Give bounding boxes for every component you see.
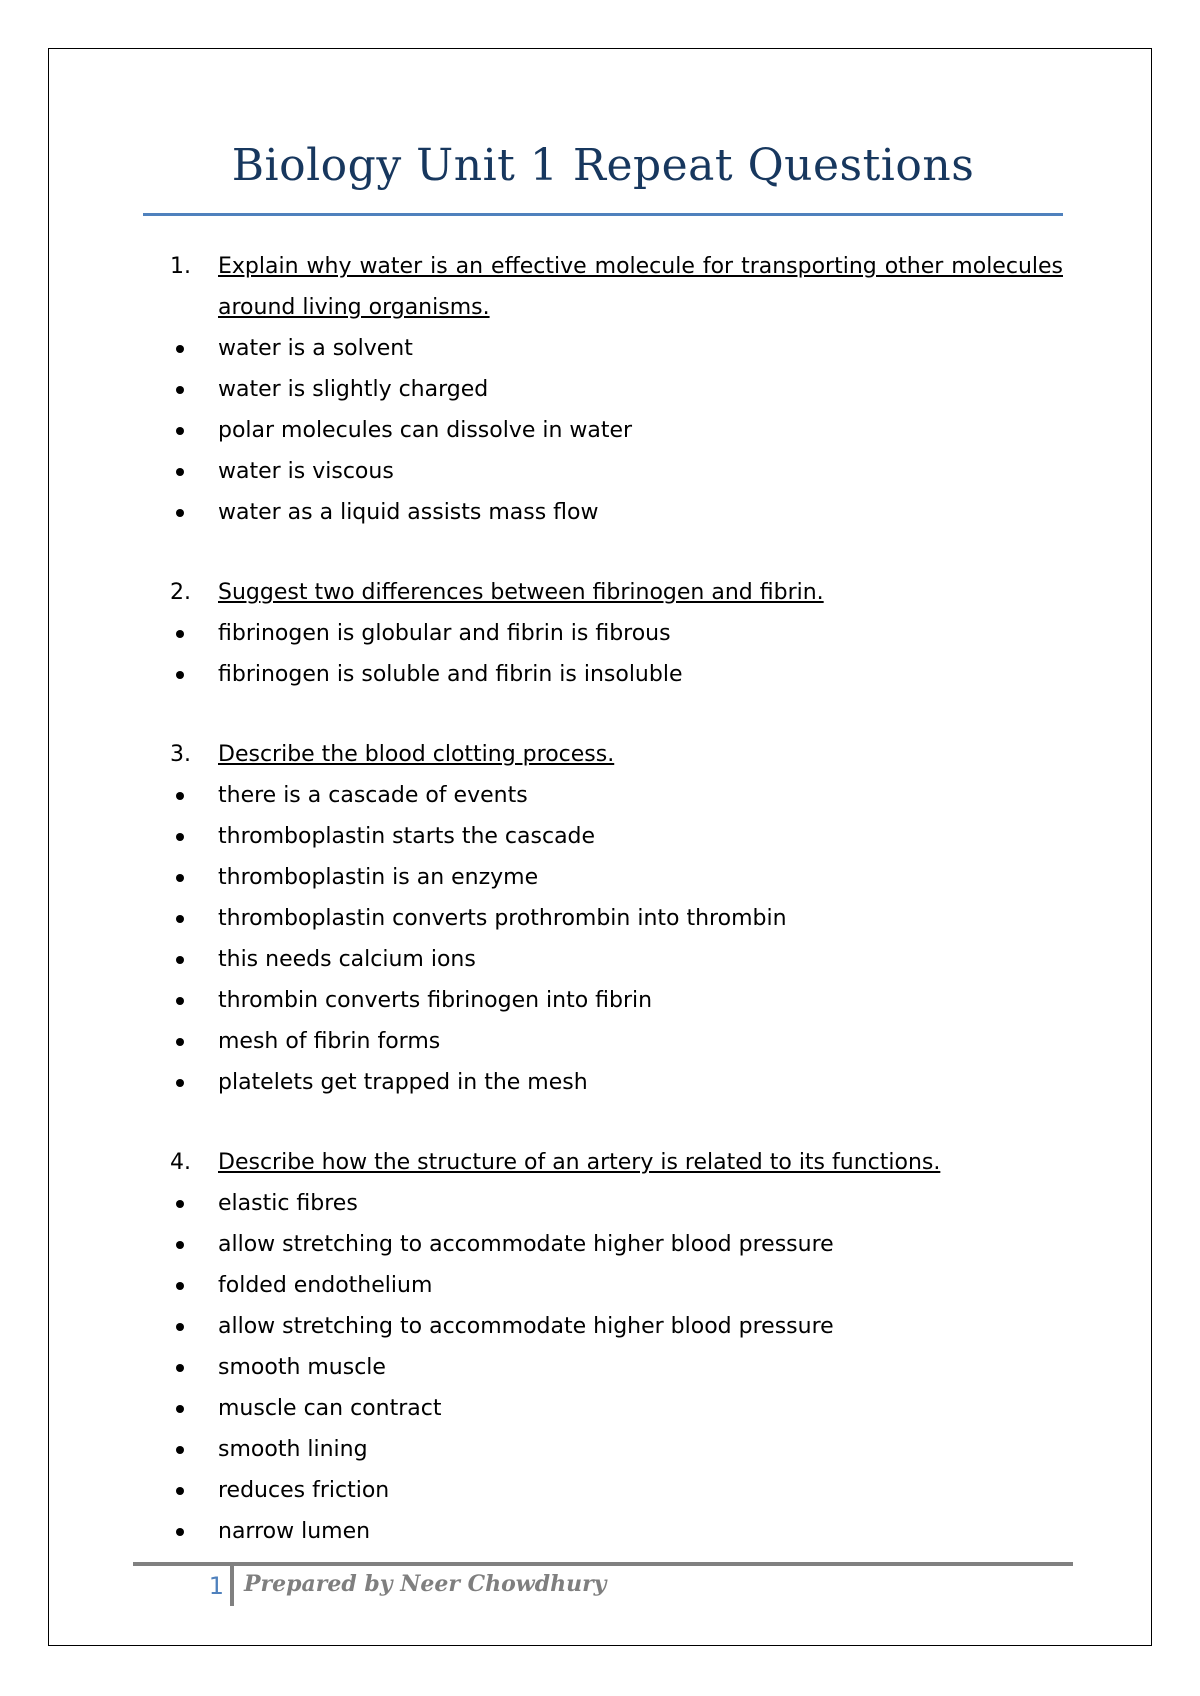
answer-list [170, 775, 1063, 1103]
answer-item [170, 328, 1063, 369]
answer-text: thrombin converts fibrinogen into fibrin [218, 988, 653, 1013]
answer-list [170, 328, 1063, 533]
bullet-icon [170, 980, 218, 1021]
bullet-icon [170, 1265, 218, 1306]
question-text: Explain why water is an effective molecule for transporting other molecules around living organisms. [218, 254, 1063, 320]
section-spacer [170, 695, 1063, 734]
bullet-icon [170, 1224, 218, 1265]
answer-item [170, 816, 1063, 857]
answer-item [170, 613, 1063, 654]
answer-item [170, 1429, 1063, 1470]
answer-text: platelets get trapped in the mesh [218, 1070, 588, 1095]
answer-item [170, 775, 1063, 816]
answer-text: thromboplastin starts the cascade [218, 824, 596, 849]
answer-item [170, 410, 1063, 451]
answer-text: this needs calcium ions [218, 947, 476, 972]
question-block-4 [170, 1142, 1063, 1552]
answer-text: thromboplastin is an enzyme [218, 865, 539, 890]
answer-item [170, 1224, 1063, 1265]
answer-list [170, 1183, 1063, 1552]
answer-text: reduces friction [218, 1478, 390, 1503]
bullet-icon [170, 1021, 218, 1062]
bullet-icon [170, 1306, 218, 1347]
bullet-icon [170, 1062, 218, 1103]
bullet-icon [170, 328, 218, 369]
question-number: 4. [170, 1150, 191, 1175]
answer-item [170, 492, 1063, 533]
answer-item [170, 1470, 1063, 1511]
bullet-icon [170, 816, 218, 857]
answer-text: muscle can contract [218, 1396, 442, 1421]
answer-text: water is a solvent [218, 336, 413, 361]
bullet-icon [170, 1347, 218, 1388]
answer-item [170, 1388, 1063, 1429]
answer-item [170, 980, 1063, 1021]
question-text: Describe how the structure of an artery is related to its functions. [218, 1150, 941, 1175]
answer-text: water is viscous [218, 459, 394, 484]
bullet-icon [170, 1470, 218, 1511]
question-heading [170, 1142, 1063, 1183]
bullet-icon [170, 775, 218, 816]
bullet-icon [170, 1429, 218, 1470]
answer-item [170, 654, 1063, 695]
answer-item [170, 898, 1063, 939]
answer-item [170, 1265, 1063, 1306]
answer-item [170, 939, 1063, 980]
question-number: 1. [170, 254, 191, 279]
answer-text: water is slightly charged [218, 377, 489, 402]
question-text: Describe the blood clotting process. [218, 742, 615, 767]
answer-text: elastic fibres [218, 1191, 358, 1216]
answer-text: smooth muscle [218, 1355, 386, 1380]
bullet-icon [170, 410, 218, 451]
question-number: 2. [170, 580, 191, 605]
section-spacer [170, 1103, 1063, 1142]
answer-list [170, 613, 1063, 695]
answer-item [170, 1183, 1063, 1224]
answer-text: polar molecules can dissolve in water [218, 418, 633, 443]
bullet-icon [170, 613, 218, 654]
bullet-icon [170, 1388, 218, 1429]
answer-text: folded endothelium [218, 1273, 433, 1298]
answer-text: smooth lining [218, 1437, 368, 1462]
bullet-icon [170, 939, 218, 980]
answer-text: fibrinogen is soluble and fibrin is insoluble [218, 662, 683, 687]
answer-item [170, 1511, 1063, 1552]
answer-text: thromboplastin converts prothrombin into thrombin [218, 906, 787, 931]
bullet-icon [170, 369, 218, 410]
answer-text: allow stretching to accommodate higher blood pressure [218, 1232, 834, 1257]
bullet-icon [170, 898, 218, 939]
question-block-3 [170, 734, 1063, 1103]
answer-item [170, 1021, 1063, 1062]
page-number: 1 [208, 1572, 224, 1600]
footer-divider [230, 1566, 234, 1606]
bullet-icon [170, 654, 218, 695]
answer-text: fibrinogen is globular and fibrin is fibrous [218, 621, 671, 646]
answer-item [170, 857, 1063, 898]
footer-author: Prepared by Neer Chowdhury [244, 1571, 607, 1597]
answer-text: water as a liquid assists mass flow [218, 500, 599, 525]
answer-text: allow stretching to accommodate higher blood pressure [218, 1314, 834, 1339]
question-block-2 [170, 572, 1063, 695]
answer-item [170, 1306, 1063, 1347]
bullet-icon [170, 492, 218, 533]
questions-content [170, 246, 1063, 1552]
question-block-1 [170, 246, 1063, 533]
bullet-icon [170, 451, 218, 492]
bullet-icon [170, 1183, 218, 1224]
answer-item [170, 369, 1063, 410]
section-spacer [170, 533, 1063, 572]
question-heading [170, 734, 1063, 775]
answer-text: mesh of fibrin forms [218, 1029, 441, 1054]
answer-text: narrow lumen [218, 1519, 371, 1544]
bullet-icon [170, 1511, 218, 1552]
question-heading [170, 572, 1063, 613]
page-title: Biology Unit 1 Repeat Questions [231, 140, 975, 191]
question-number: 3. [170, 742, 191, 767]
question-heading [170, 246, 1063, 328]
question-text: Suggest two differences between fibrinogen and fibrin. [218, 580, 824, 605]
answer-item [170, 1062, 1063, 1103]
answer-item [170, 451, 1063, 492]
title-underline-rule [143, 213, 1063, 216]
answer-text: there is a cascade of events [218, 783, 528, 808]
bullet-icon [170, 857, 218, 898]
answer-item [170, 1347, 1063, 1388]
